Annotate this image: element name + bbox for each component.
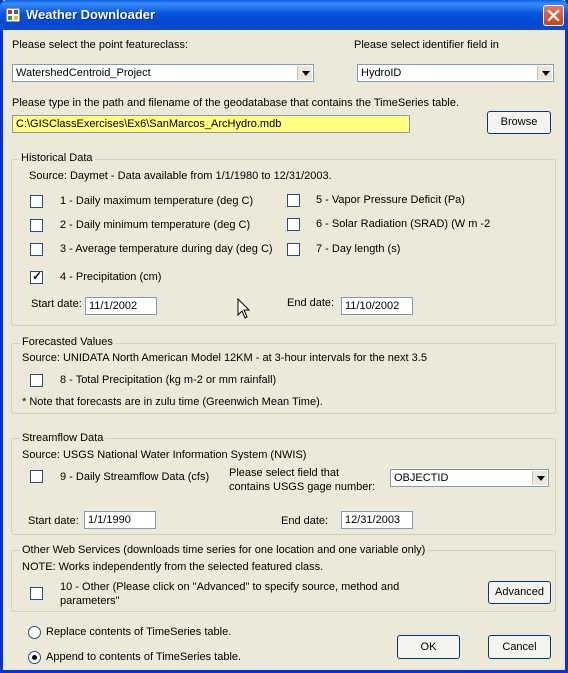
historical-start-label: Start date: <box>31 298 82 310</box>
checkbox-item-8[interactable] <box>30 374 43 387</box>
checkbox-item-7[interactable] <box>287 243 300 256</box>
other-title: Other Web Services (downloads time series for one location and one variable only) <box>22 544 426 556</box>
cancel-button-label: Cancel <box>502 641 537 653</box>
geodatabase-label: Please type in the path and filename of the geodatabase that contains the TimeSeries table. <box>12 97 460 109</box>
streamflow-start-label: Start date: <box>28 515 79 527</box>
chevron-down-icon[interactable] <box>537 66 552 80</box>
item-10-label-line1: 10 - Other (Please click on "Advanced" to specify source, method and <box>60 581 400 593</box>
checkbox-item-2[interactable] <box>30 219 43 232</box>
replace-radio[interactable] <box>28 626 41 639</box>
historical-start-input[interactable]: 11/1/2002 <box>85 297 157 315</box>
historical-title: Historical Data <box>21 152 93 164</box>
streamflow-start-input[interactable]: 1/1/1990 <box>84 511 156 529</box>
identifier-label: Please select identifier field in <box>354 39 499 51</box>
advanced-button-label: Advanced <box>495 586 544 598</box>
close-icon <box>544 6 563 25</box>
forecast-source: Source: UNIDATA North American Model 12KM - at 3-hour intervals for the next 3.5 <box>22 352 427 364</box>
streamflow-end-label: End date: <box>281 515 329 527</box>
ok-button[interactable] <box>397 635 460 659</box>
close-button[interactable] <box>543 5 564 26</box>
item-2-label: 2 - Daily minimum temperature (deg C) <box>60 219 251 231</box>
append-label: Append to contents of TimeSeries table. <box>46 651 242 663</box>
append-radio[interactable] <box>28 651 41 664</box>
item-9-label: 9 - Daily Streamflow Data (cfs) <box>60 471 210 483</box>
advanced-button[interactable] <box>488 581 551 604</box>
streamflow-title: Streamflow Data <box>22 432 104 444</box>
gage-field-select[interactable] <box>390 469 549 487</box>
historical-source: Source: Daymet - Data available from 1/1/1980 to 12/31/2003. <box>29 170 332 182</box>
item-5-label: 5 - Vapor Pressure Deficit (Pa) <box>316 194 465 206</box>
checkbox-item-9[interactable] <box>30 470 43 483</box>
replace-label: Replace contents of TimeSeries table. <box>46 626 232 638</box>
gage-label-line2: contains USGS gage number: <box>229 481 376 493</box>
browse-button[interactable] <box>487 111 551 134</box>
item-8-label: 8 - Total Precipitation (kg m-2 or mm rainfall) <box>60 374 277 386</box>
item-1-label: 1 - Daily maximum temperature (deg C) <box>60 195 254 207</box>
featureclass-value: WatershedCentroid_Project <box>16 67 151 79</box>
checkbox-item-6[interactable] <box>287 218 300 231</box>
app-icon <box>6 8 20 22</box>
checkbox-item-3[interactable] <box>30 243 43 256</box>
identifier-select[interactable] <box>357 64 554 82</box>
streamflow-source: Source: USGS National Water Information System (NWIS) <box>22 449 307 461</box>
other-note: NOTE: Works independently from the selected featured class. <box>22 561 324 573</box>
streamflow-end-input[interactable]: 12/31/2003 <box>341 511 413 529</box>
item-7-label: 7 - Day length (s) <box>316 243 401 255</box>
item-4-label: 4 - Precipitation (cm) <box>60 271 162 283</box>
chevron-down-icon[interactable] <box>532 471 547 485</box>
forecast-note: * Note that forecasts are in zulu time (Greenwich Mean Time). <box>22 396 323 408</box>
featureclass-select[interactable] <box>12 64 314 82</box>
item-3-label: 3 - Average temperature during day (deg C) <box>60 243 273 255</box>
historical-end-input[interactable]: 11/10/2002 <box>341 297 413 315</box>
gage-label-line1: Please select field that <box>229 467 340 479</box>
item-10-label-line2: parameters" <box>60 595 120 607</box>
forecast-title: Forecasted Values <box>22 336 113 348</box>
cancel-button[interactable] <box>488 635 551 659</box>
checkbox-item-10[interactable] <box>30 587 43 600</box>
geodatabase-path-input[interactable]: C:\GISClassExercises\Ex6\SanMarcos_ArcHydro.mdb <box>12 115 410 133</box>
checkbox-item-4[interactable] <box>30 271 43 284</box>
title-bar[interactable] <box>0 0 568 30</box>
checkbox-item-5[interactable] <box>287 194 300 207</box>
checkbox-item-1[interactable] <box>30 195 43 208</box>
mouse-cursor-icon <box>237 298 251 320</box>
featureclass-label: Please select the point featureclass: <box>12 39 189 51</box>
window-title: Weather Downloader <box>26 7 156 22</box>
historical-end-label: End date: <box>287 297 335 309</box>
ok-button-label: OK <box>420 641 437 653</box>
browse-button-label: Browse <box>500 116 538 128</box>
chevron-down-icon[interactable] <box>297 66 312 80</box>
gage-field-value: OBJECTID <box>394 472 449 484</box>
item-6-label: 6 - Solar Radiation (SRAD) (W m -2 <box>316 218 491 230</box>
identifier-value: HydroID <box>361 67 402 79</box>
